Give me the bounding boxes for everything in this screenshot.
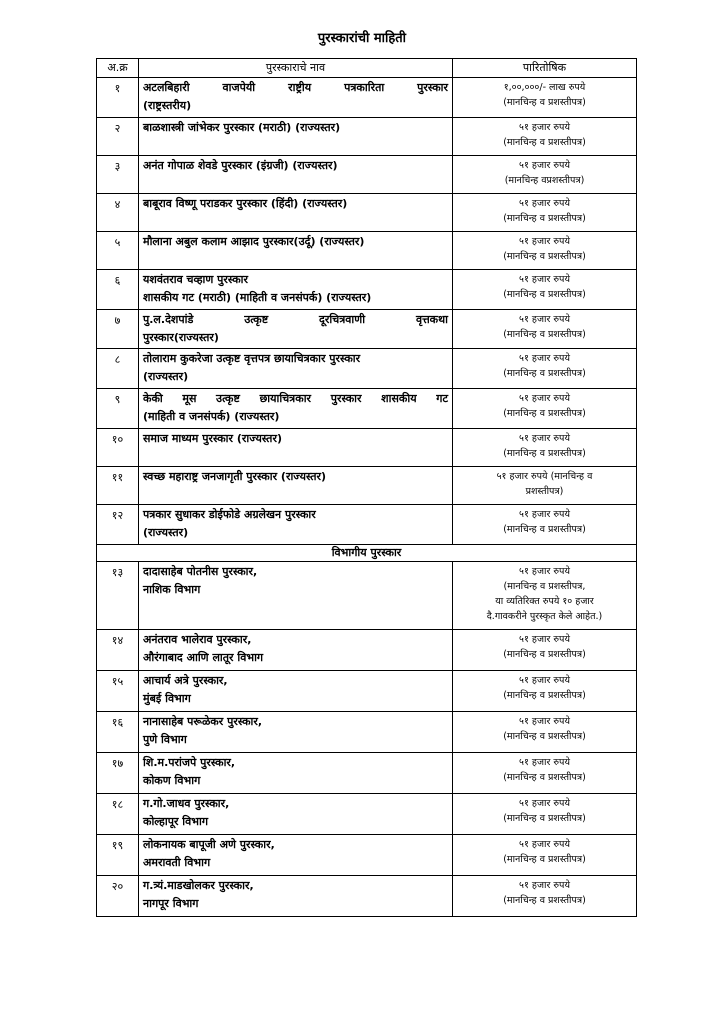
prize-line: (मानचिन्ह व प्रशस्तीपत्र) [503, 772, 586, 783]
prize-line: ५१ हजार रुपये [519, 122, 570, 133]
award-name-line: यशवंतराव चव्हाण पुरस्कार [143, 273, 248, 286]
award-name-line: अमरावती विभाग [143, 856, 211, 869]
prize-cell [453, 712, 637, 753]
serial-number: ६ [97, 270, 139, 310]
serial-number: २ [97, 118, 139, 156]
divisional-awards-body [97, 630, 637, 917]
serial-number: ७ [97, 310, 139, 349]
prize-line: दै.गावकरीने पुरस्कृत केले आहेत.) [486, 611, 603, 622]
serial-number: १७ [97, 753, 139, 794]
award-name [139, 78, 453, 118]
award-name [139, 876, 453, 917]
prize-line: ५१ हजार रुपये (मानचिन्ह व [496, 471, 593, 482]
award-name [139, 429, 453, 467]
prize-cell [453, 467, 637, 505]
state-awards-body [97, 78, 637, 545]
award-name-line: पुणे विभाग [143, 733, 187, 746]
serial-number: १२ [97, 505, 139, 545]
award-name-line: औरंगाबाद आणि लातूर विभाग [143, 651, 264, 664]
prize-line: (मानचिन्ह व प्रशस्तीपत्र) [503, 408, 586, 419]
prize-cell [453, 429, 637, 467]
award-name [139, 505, 453, 545]
divisional-section [97, 545, 637, 630]
award-name [139, 562, 453, 630]
award-name-line: लोकनायक बापूजी अणे पुरस्कार, [143, 838, 275, 851]
award-name-line: (माहिती व जनसंपर्क) (राज्यस्तर) [143, 410, 280, 423]
award-name [139, 310, 453, 349]
serial-number: १३ [97, 562, 139, 630]
award-name-line: केकी मूस उत्कृष्ट छायाचित्रकार पुरस्कार शासकीय गट [143, 392, 448, 405]
table-row [97, 671, 637, 712]
prize-line: (मानचिन्ह व प्रशस्तीपत्र) [503, 137, 586, 148]
prize-line: (मानचिन्ह व प्रशस्तीपत्र) [503, 251, 586, 262]
table-row [97, 310, 637, 349]
award-name-line: ग.गो.जाधव पुरस्कार, [143, 797, 230, 810]
awards-table [96, 58, 637, 917]
award-name-line: स्वच्छ महाराष्ट्र जनजागृती पुरस्कार (राज्यस्तर) [143, 470, 327, 483]
serial-number: ९ [97, 389, 139, 429]
table-row [97, 630, 637, 671]
serial-number: ५ [97, 232, 139, 270]
prize-line: ५१ हजार रुपये [519, 236, 570, 247]
prize-cell [453, 876, 637, 917]
serial-number: १० [97, 429, 139, 467]
serial-number: ३ [97, 156, 139, 194]
serial-number: १८ [97, 794, 139, 835]
header-row [97, 59, 637, 78]
header-award-name: पुरस्काराचे नाव [139, 59, 453, 78]
award-name [139, 194, 453, 232]
prize-line: ५१ हजार रुपये [519, 716, 570, 727]
prize-line: ५१ हजार रुपये [519, 757, 570, 768]
prize-line: (मानचिन्ह व प्रशस्तीपत्र) [503, 329, 586, 340]
prize-line: (मानचिन्ह व प्रशस्तीपत्र) [503, 448, 586, 459]
award-name [139, 156, 453, 194]
header-serial: अ.क्र [97, 59, 139, 78]
table-row [97, 505, 637, 545]
prize-cell [453, 835, 637, 876]
table-row [97, 876, 637, 917]
prize-line: (मानचिन्ह व प्रशस्तीपत्र) [503, 813, 586, 824]
table-row [97, 194, 637, 232]
prize-line: ५१ हजार रुपये [519, 274, 570, 285]
table-row [97, 232, 637, 270]
prize-cell [453, 270, 637, 310]
award-name-line: बाळशास्त्री जांभेकर पुरस्कार (मराठी) (राज्यस्तर) [143, 121, 341, 134]
prize-cell [453, 78, 637, 118]
award-name-line: बाबूराव विष्णू पराडकर पुरस्कार (हिंदी) (राज्यस्तर) [143, 197, 348, 210]
award-name-line: शि.म.परांजपे पुरस्कार, [143, 756, 236, 769]
table-row [97, 562, 637, 630]
award-name-line: कोकण विभाग [143, 774, 201, 787]
award-name [139, 630, 453, 671]
award-name-line: कोल्हापूर विभाग [143, 815, 209, 828]
award-name-line: ग.त्र्यं.माडखोलकर पुरस्कार, [143, 879, 254, 892]
serial-number: ११ [97, 467, 139, 505]
award-name-line: आचार्य अत्रे पुरस्कार, [143, 674, 228, 687]
prize-line: ५१ हजार रुपये [519, 880, 570, 891]
prize-line: १,००,०००/- लाख रुपये [503, 82, 586, 93]
prize-line: (मानचिन्ह व प्रशस्तीपत्र) [503, 368, 586, 379]
award-name [139, 671, 453, 712]
award-name-line: तोलाराम कुकरेजा उत्कृष्ट वृत्तपत्र छायाचित्रकार पुरस्कार [143, 352, 361, 365]
award-name-line: शासकीय गट (मराठी) (माहिती व जनसंपर्क) (राज्यस्तर) [143, 291, 372, 304]
prize-line: या व्यतिरिक्त रुपये १० हजार [495, 596, 594, 607]
prize-line: (मानचिन्ह व प्रशस्तीपत्र) [503, 213, 586, 224]
award-name-line: (राज्यस्तर) [143, 526, 189, 539]
prize-cell [453, 232, 637, 270]
prize-line: (मानचिन्ह व प्रशस्तीपत्र) [503, 731, 586, 742]
prize-line: (मानचिन्ह व प्रशस्तीपत्र) [503, 289, 586, 300]
prize-line: (मानचिन्ह वप्रशस्तीपत्र) [504, 175, 585, 186]
table-row [97, 118, 637, 156]
prize-line: (मानचिन्ह व प्रशस्तीपत्र) [503, 854, 586, 865]
award-name-line: नाशिक विभाग [143, 583, 201, 596]
award-name-line: मुंबई विभाग [143, 692, 191, 705]
prize-line: प्रशस्तीपत्र) [525, 486, 564, 497]
award-name-line: समाज माध्यम पुरस्कार (राज्यस्तर) [143, 432, 282, 445]
prize-line: ५१ हजार रुपये [519, 198, 570, 209]
prize-line: (मानचिन्ह व प्रशस्तीपत्र) [503, 524, 586, 535]
serial-number: ८ [97, 349, 139, 389]
table-row [97, 78, 637, 118]
award-name-line: दादासाहेब पोतनीस पुरस्कार, [143, 565, 258, 578]
prize-line: ५१ हजार रुपये [519, 160, 570, 171]
prize-cell [453, 389, 637, 429]
award-name [139, 270, 453, 310]
table-row [97, 712, 637, 753]
serial-number: १४ [97, 630, 139, 671]
prize-line: ५१ हजार रुपये [519, 314, 570, 325]
prize-cell [453, 753, 637, 794]
award-name [139, 389, 453, 429]
table-row [97, 794, 637, 835]
award-name [139, 467, 453, 505]
prize-line: ५१ हजार रुपये [519, 433, 570, 444]
table-row [97, 156, 637, 194]
table-row [97, 389, 637, 429]
prize-cell [453, 194, 637, 232]
prize-line: (मानचिन्ह व प्रशस्तीपत्र) [503, 895, 586, 906]
serial-number: १६ [97, 712, 139, 753]
prize-cell [453, 794, 637, 835]
prize-line: (मानचिन्ह व प्रशस्तीपत्र) [503, 690, 586, 701]
table-row [97, 467, 637, 505]
award-name [139, 753, 453, 794]
divisional-heading: विभागीय पुरस्कार [97, 545, 637, 562]
award-name-line: अनंत गोपाळ शेवडे पुरस्कार (इंग्रजी) (राज्यस्तर) [143, 159, 338, 172]
prize-line: (मानचिन्ह व प्रशस्तीपत्र, [503, 581, 586, 592]
award-name-line: नानासाहेब परूळेकर पुरस्कार, [143, 715, 263, 728]
award-name-line: नागपूर विभाग [143, 897, 199, 910]
prize-line: ५१ हजार रुपये [519, 675, 570, 686]
award-name [139, 349, 453, 389]
prize-line: ५१ हजार रुपये [519, 634, 570, 645]
prize-line: ५१ हजार रुपये [519, 393, 570, 404]
prize-line: ५१ हजार रुपये [519, 509, 570, 520]
serial-number: २० [97, 876, 139, 917]
award-name [139, 794, 453, 835]
award-name [139, 712, 453, 753]
page-title: पुरस्कारांची माहिती [317, 31, 407, 46]
prize-line: (मानचिन्ह व प्रशस्तीपत्र) [503, 649, 586, 660]
serial-number: १ [97, 78, 139, 118]
award-name-line: मौलाना अबुल कलाम आझाद पुरस्कार(उर्दू) (राज्यस्तर) [143, 235, 365, 248]
section-heading-row [97, 545, 637, 562]
table-row [97, 349, 637, 389]
serial-number: १९ [97, 835, 139, 876]
award-name [139, 232, 453, 270]
table-row [97, 270, 637, 310]
prize-cell [453, 562, 637, 630]
prize-line: (मानचिन्ह व प्रशस्तीपत्र) [503, 97, 586, 108]
award-name [139, 118, 453, 156]
award-name [139, 835, 453, 876]
prize-line: ५१ हजार रुपये [519, 798, 570, 809]
prize-cell [453, 349, 637, 389]
prize-line: ५१ हजार रुपये [519, 839, 570, 850]
prize-line: ५१ हजार रुपये [519, 353, 570, 364]
award-name-line: पु.ल.देशपांडे उत्कृष्ट दूरचित्रवाणी वृत्तकथा [143, 313, 448, 326]
award-name-line: पत्रकार सुधाकर डोईफोडे अग्रलेखन पुरस्कार [143, 508, 316, 521]
award-name-line: अनंतराव भालेराव पुरस्कार, [143, 633, 252, 646]
award-name-line: (राज्यस्तर) [143, 370, 189, 383]
prize-line: ५१ हजार रुपये [519, 566, 570, 577]
prize-cell [453, 310, 637, 349]
award-name-line: (राष्ट्रस्तरीय) [143, 99, 192, 112]
table-row [97, 835, 637, 876]
table-row [97, 429, 637, 467]
award-name-line: अटलबिहारी वाजपेयी राष्ट्रीय पत्रकारिता पुरस्कार [143, 81, 448, 94]
prize-cell [453, 118, 637, 156]
prize-cell [453, 630, 637, 671]
header-prize: पारितोषिक [453, 59, 637, 78]
serial-number: १५ [97, 671, 139, 712]
prize-cell [453, 156, 637, 194]
prize-cell [453, 671, 637, 712]
award-name-line: पुरस्कार(राज्यस्तर) [143, 331, 219, 344]
prize-cell [453, 505, 637, 545]
table-row [97, 753, 637, 794]
serial-number: ४ [97, 194, 139, 232]
